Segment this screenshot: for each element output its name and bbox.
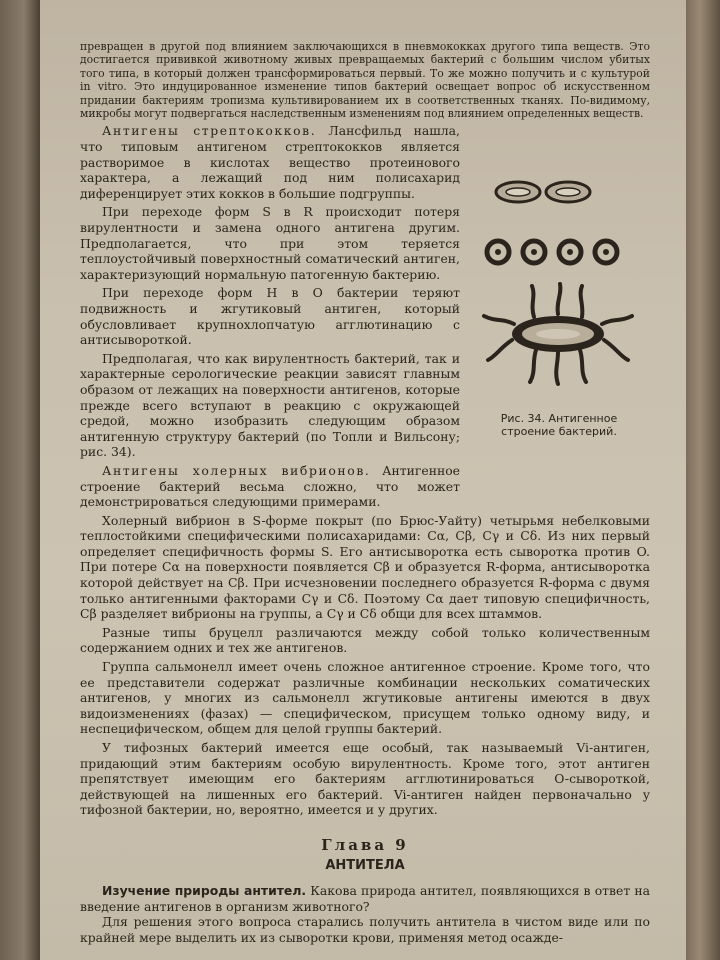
strep-paragraph [80, 123, 460, 201]
antibody-text: Какова природа антител, появляющихся в ответ на введение антигенов в организм животного? [80, 883, 650, 914]
bacteria-antigen-illustration [474, 172, 644, 402]
cholera-text: Антигенное строение бактерий весьма сложно, что может демонстрироваться следующими примерами. [80, 462, 460, 510]
virulence-paragraph: Предполагая, что как вирулентность бактерий, так и характерные серологические реакции зависят главным образом от лежащих на поверхности антигенов, которые прежде всего вступают в реакцию с окружающей средой, можно изобразить следующим образом антигенную структуру бактерий (по Топли и Вильсону; рис. 34). [80, 350, 460, 460]
capsule-pair [496, 182, 590, 202]
h-to-o-paragraph: При переходе форм H в O бактерии теряют подвижность и жгутиковый антиген, который обусловливает крупнохлопчатую агглютинацию с антисывороткой. [80, 285, 460, 348]
chapter-subtitle: АНТИТЕЛА [325, 857, 405, 873]
strep-text: Лансфильд нашла, что типовым антигеном стрептококков является растворимое в кислотах вещество протеинового характера, а лежащий под ним полисахарид диференцирует этих кокков в большие подгруппы. [80, 123, 460, 201]
antibody-heading: Изучение природы антител. [102, 883, 307, 899]
brucella-paragraph: Разные типы бруцелл различаются между собой только количественным содержанием одних и тех же антигенов. [80, 624, 650, 656]
antibody-paragraph [80, 883, 650, 914]
typhoid-paragraph: У тифозных бактерий имеется еще особый, так называемый Vi-антиген, придающий этим бактериям особую вирулентность. Кроме того, этот антиген препятствует имеющим его бактериям агглютинироваться O-сывороткой, действующей на лишенных его бактерий. Vi-антиген найден первоначально у тифозной бактерии, но, вероятно, имеется и у других. [80, 740, 650, 818]
figure-caption: Рис. 34. Антигенное строение бактерий. [500, 412, 618, 438]
flagellated-bacterium [484, 284, 632, 384]
chapter-title: Глава 9 [321, 835, 409, 854]
ring-cocci [487, 241, 617, 263]
cholera-paragraph: Холерный вибрион в S-форме покрыт (по Брюс-Уайту) четырьмя небелковыми теплостойкими специфическими полисахаридами: Cα, Cβ, Cγ и Cδ. Из них первый определяет специфичность формы S. Его антисыворотка есть сыворотка против O. При потере Cα на поверхности появляется Cβ и образуется R-форма, антисыворотка которой действует на Cβ. При исчезновении последнего образуется R-форма с двумя только антигенными факторами Cγ и Cδ. Поэтому Cα дает типовую специфичность, Cβ разделяет вибрионы на группы, а Cγ и Cδ общи для всех штаммов. [80, 512, 650, 622]
left-page-edge [0, 0, 40, 960]
narrow-column [80, 123, 460, 509]
strep-heading: Антигены стрептококков. [102, 123, 317, 139]
figure-34 [474, 172, 644, 442]
top-paragraph: превращен в другой под влиянием заключающихся в пневмококках другого типа веществ. Это достигается прививкой животному живых превращаемых бактерий с большим числом убитых того типа, в который должен трансформироваться первый. То же можно получить и с культурой in vitro. Это индуцированное изменение типов бактерий освещает вопрос об искусственном придании бактериям тропизма культивированием их в соответственных тканях. По-видимому, микробы могут подвергаться наследственным изменениям под влиянием определенных веществ. [80, 40, 650, 121]
salmonella-paragraph: Группа сальмонелл имеет очень сложное антигенное строение. Кроме того, что ее представители содержат различные комбинации нескольких соматических антигенов, у многих из сальмонелл жгутиковые антигены имеются в двух видоизменениях (фазах) — специфическом, присущем только одному виду, и неспецифическом, общем для целой группы бактерий. [80, 659, 650, 737]
cholera-heading: Антигены холерных вибрионов. [102, 462, 371, 478]
last-paragraph: Для решения этого вопроса старались получить антитела в чистом виде или по крайней мере выделить их из сыворотки крови, применяя метод осажде- [80, 914, 650, 945]
cholera-intro-paragraph [80, 463, 460, 510]
book-right-edge [686, 0, 720, 960]
book-page [40, 0, 686, 960]
s-to-r-paragraph: При переходе форм S в R происходит потеря вирулентности и замена одного антигена другим. Предполагается, что при этом теряется теплоустойчивый поверхностный соматический антиген, характеризующий нормальную патогенную бактерию. [80, 204, 460, 282]
